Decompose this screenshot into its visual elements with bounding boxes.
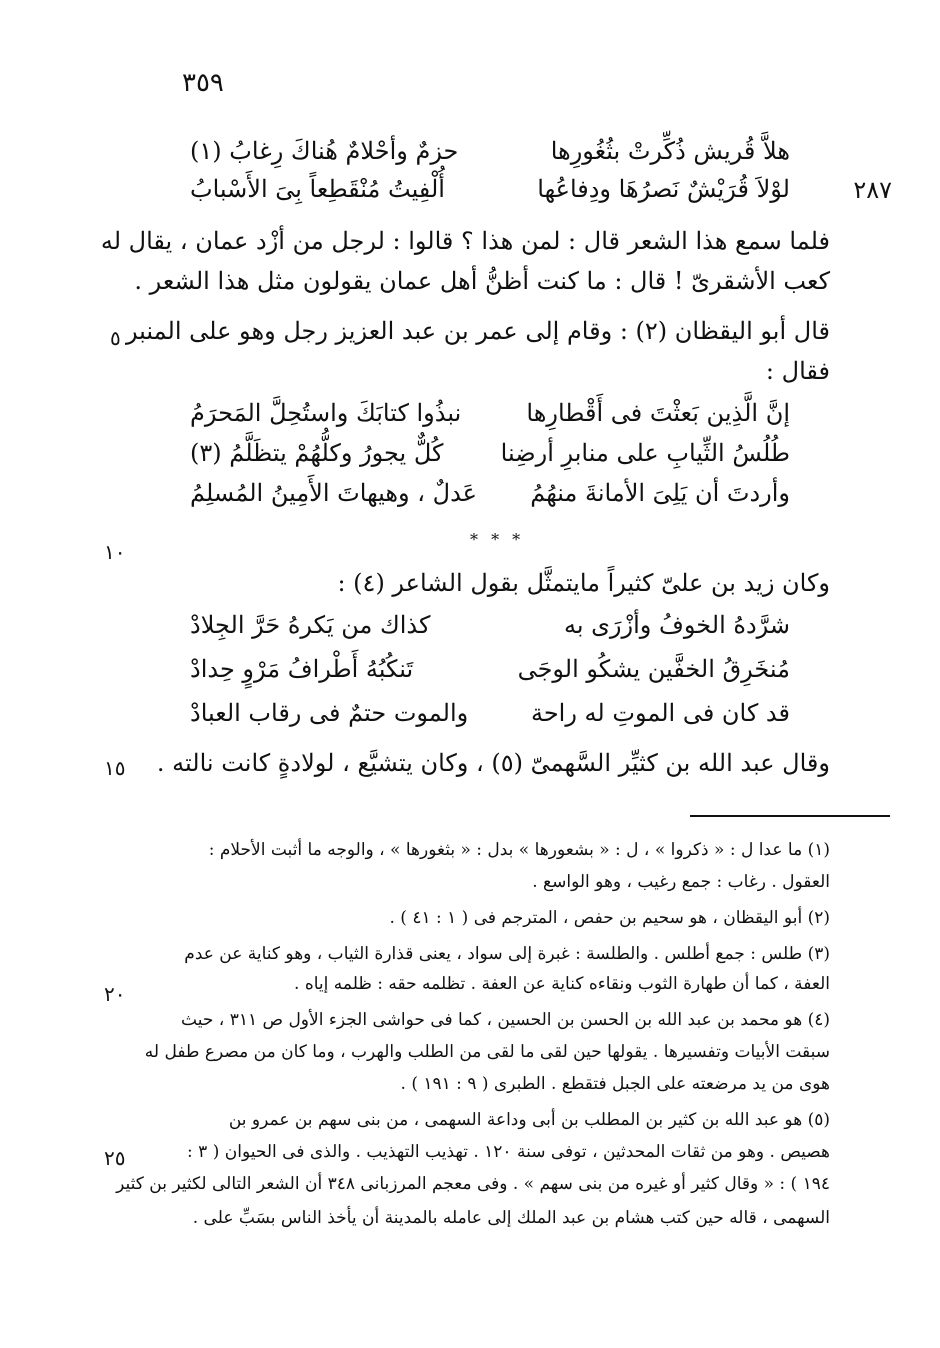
footnote-line: (٣) طلس : جمع أطلس . والطلسة : غبرة إلى سواد ، يعنى قذارة الثياب ، وهو كناية عن عدم (184, 944, 830, 964)
poem1-line1-second-hemistich: حزمٌ وأحْلامٌ هُناكَ رِغابُ (١) (190, 137, 459, 165)
footnote-line: (٢) أبو اليقظان ، هو سحيم بن حفص ، المترجم فى ( ١ : ٤١ ) . (389, 908, 830, 928)
poem2-line1-first-hemistich: إنَّ الَّذِين بَعثْتَ فى أَقْطارِها (526, 399, 790, 427)
section-separator-stars: * * * (470, 530, 525, 549)
poem2-line1-second-hemistich: نبذُوا كتابَكَ واستُحِلَّ المَحرَمُ (190, 399, 462, 427)
margin-line-number-5: ٥ (110, 326, 121, 350)
poem2-line3-second-hemistich: عَدلٌ ، وهيهاتَ الأَمِينُ المُسلِمُ (190, 479, 477, 507)
margin-line-number-20: ٢٠ (104, 982, 126, 1006)
poem3-line3-first-hemistich: قد كان فى الموتِ له راحة (530, 699, 790, 727)
poem2-line2-second-hemistich: كُلٌّ يجورُ وكلُّهُمْ يتظَلَّمُ (٣) (190, 439, 444, 467)
poem3-line2-first-hemistich: مُنخَرِقُ الخفَّين يشكُو الوجَى (517, 655, 790, 683)
footnote-line: سبقت الأبيات وتفسيرها . يقولها حين لقى ما لقى من الطلب والهرب ، وما كان من مصرع طفل له (144, 1042, 830, 1062)
poem1-line2-first-hemistich: لوْلاَ قُرَيْشٌ نَصرُهَا ودِفاعُها (537, 175, 790, 203)
poem3-line3-second-hemistich: والموت حتمٌ فى رقاب العبادْ (190, 699, 469, 727)
prose2-line1: قال أبو اليقظان (٢) : وقام إلى عمر بن عبد العزيز رجل وهو على المنبر (125, 317, 830, 345)
footnote-line: العفة ، كما أن طهارة الثوب ونقاءه كناية عن العفة . تظلمه حقه : ظلمه إياه . (294, 974, 830, 994)
footnote-rule (690, 815, 890, 817)
footnote-line: هوى من يد مرضعته على الجبل فتقطع . الطبرى ( ٩ : ١٩١ ) . (400, 1074, 830, 1094)
footnote-line: السهمى ، قاله حين كتب هشام بن عبد الملك إلى عامله بالمدينة أن يأخذ الناس بسَبِّ على . (192, 1208, 830, 1228)
page-number: ٣٥٩ (182, 68, 224, 98)
margin-line-number-10: ١٠ (104, 540, 126, 564)
prose3-line1: وكان زيد بن علىّ كثيراً مايتمثَّل بقول الشاعر (٤) : (337, 569, 830, 597)
footnote-line: (٥) هو عبد الله بن كثير بن المطلب بن أبى وداعة السهمى ، من بنى سهم بن عمرو بن (228, 1110, 830, 1130)
footnote-line: هصيص . وهو من ثقات المحدثين ، توفى سنة ١٢٠ . تهذيب التهذيب . والذى فى الحيوان ( ٣ : (187, 1142, 830, 1162)
poem1-line1-first-hemistich: هلاَّ قُريش ذُكِّرتْ بثُغُورِها (550, 137, 790, 165)
footnote-line: (٤) هو محمد بن عبد الله بن الحسن بن الحسين ، كما فى حواشى الجزء الأول ص ٣١١ ، حيث (181, 1010, 830, 1030)
prose2-line2: فقال : (765, 357, 830, 385)
footnote-line: ١٩٤ ) : « وقال كثير أو غيره من بنى سهم » . وفى معجم المرزبانى ٣٤٨ أن الشعر التالى لكثير بن كثير (116, 1174, 830, 1194)
margin-line-number-25: ٢٥ (104, 1146, 126, 1170)
margin-line-number-15: ١٥ (104, 756, 126, 780)
poem3-line2-second-hemistich: تَنكُبُهُ أَطْرافُ مَرْوٍ حِدادْ (190, 655, 414, 683)
poem1-line2-second-hemistich: أُلْفِيتُ مُنْقَطِعاً بِىَ الأَسْبابُ (190, 175, 445, 203)
poem3-line1-second-hemistich: كذاك من يَكرهُ حَرَّ الجِلادْ (190, 611, 431, 639)
footnote-line: (١) ما عدا ل : « ذكروا » ، ل : « بشعورها » بدل : « بثغورها » ، والوجه ما أثبت الأحلام : (208, 840, 830, 860)
prose4-line1: وقال عبد الله بن كثيِّر السَّهمىّ (٥) ، وكان يتشيَّع ، لولادةٍ كانت نالته . (156, 749, 830, 777)
poem2-line2-first-hemistich: طُلُسُ الثِّيابِ على منابرِ أرضِنا (500, 439, 790, 467)
footnote-line: العقول . رغاب : جمع رغيب ، وهو الواسع . (532, 872, 830, 892)
poem2-line3-first-hemistich: وأردتَ أن يَلِىَ الأمانةَ منهُمُ (530, 479, 790, 507)
prose1-line2: كعب الأشقرىّ ! قال : ما كنت أظنُّ أهل عمان يقولون مثل هذا الشعر . (134, 267, 830, 295)
prose1-line1: فلما سمع هذا الشعر قال : لمن هذا ؟ قالوا : لرجل من أزْد عمان ، يقال له (100, 227, 830, 255)
poem3-line1-first-hemistich: شرَّدهُ الخوفُ وأزْرَى به (563, 611, 790, 639)
verse-number: ٢٨٧ (853, 176, 892, 204)
